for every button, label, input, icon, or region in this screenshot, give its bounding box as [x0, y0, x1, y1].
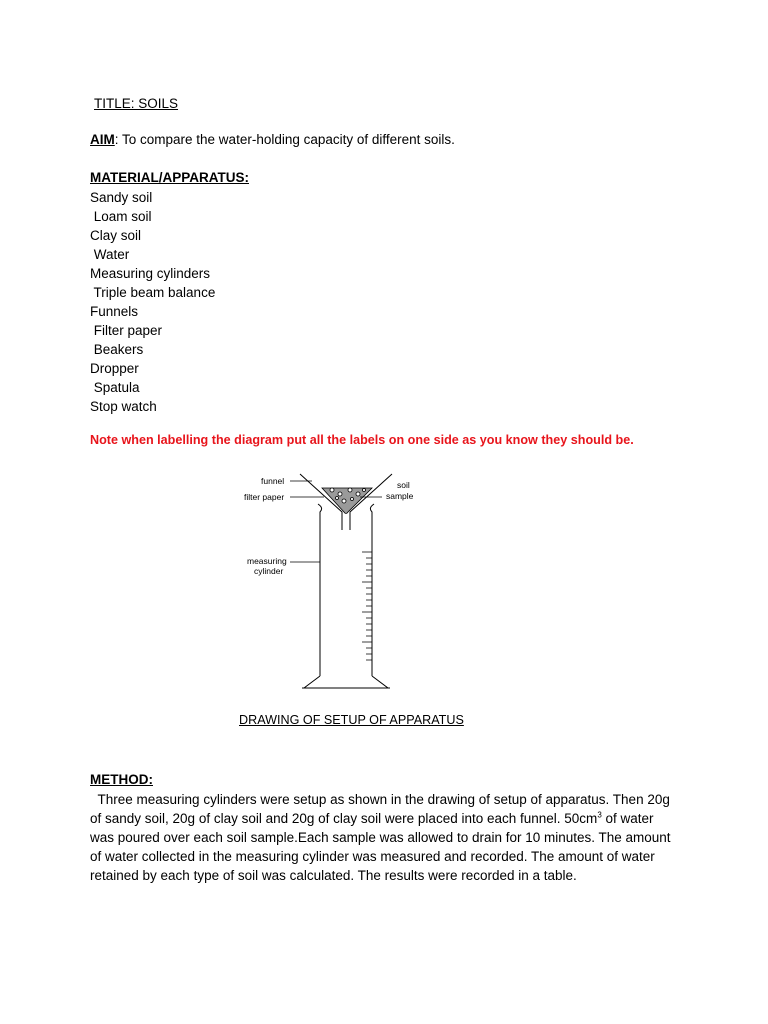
method-paragraph [90, 790, 680, 885]
material-item: Sandy soil [90, 190, 153, 205]
label-sample: sample [386, 491, 414, 501]
material-item: Beakers [90, 342, 144, 357]
material-item: Filter paper [90, 323, 163, 338]
material-item: Stop watch [90, 399, 157, 414]
label-filter-paper: filter paper [244, 492, 285, 502]
materials-list [90, 188, 215, 416]
aim-line [90, 132, 455, 147]
material-item: Dropper [90, 361, 139, 376]
apparatus-diagram [240, 468, 420, 696]
material-item: Loam soil [90, 209, 152, 224]
material-item: Measuring cylinders [90, 266, 211, 281]
label-measuring: measuring [247, 556, 287, 566]
label-soil: soil [397, 480, 410, 490]
material-item: Funnels [90, 304, 139, 319]
method-text-part2: of water was poured over each soil sample.Each sample was allowed to drain for 10 minutes. The amount of water collected in the measuring cylinder was measured and recorded. The amount of water retained by each type of soil was calculated. The results were recorded in a table. [90, 811, 671, 883]
label-cylinder: cylinder [254, 566, 284, 576]
cylinder-graduations [362, 552, 372, 660]
label-funnel: funnel [261, 476, 285, 486]
material-item: Water [90, 247, 130, 262]
labelling-note: Note when labelling the diagram put all the labels on one side as you know they should be. [90, 433, 634, 447]
material-item: Triple beam balance [90, 285, 216, 300]
aim-label: AIM [90, 132, 115, 147]
page-title: TITLE: SOILS [94, 96, 179, 111]
method-heading: METHOD: [90, 772, 153, 787]
method-text-part1: Three measuring cylinders were setup as shown in the drawing of setup of apparatus. Then 20g of sandy soil, 20g of clay soil and 20g of clay soil were placed into each funnel. 50cm [90, 792, 674, 826]
material-item: Clay soil [90, 228, 142, 243]
material-item: Spatula [90, 380, 140, 395]
materials-heading: MATERIAL/APPARATUS: [90, 170, 249, 185]
diagram-caption: DRAWING OF SETUP OF APPARATUS [239, 713, 464, 727]
measuring-cylinder [302, 504, 390, 688]
aim-text: : To compare the water-holding capacity of different soils. [114, 132, 455, 147]
method-superscript: 3 [597, 810, 602, 820]
